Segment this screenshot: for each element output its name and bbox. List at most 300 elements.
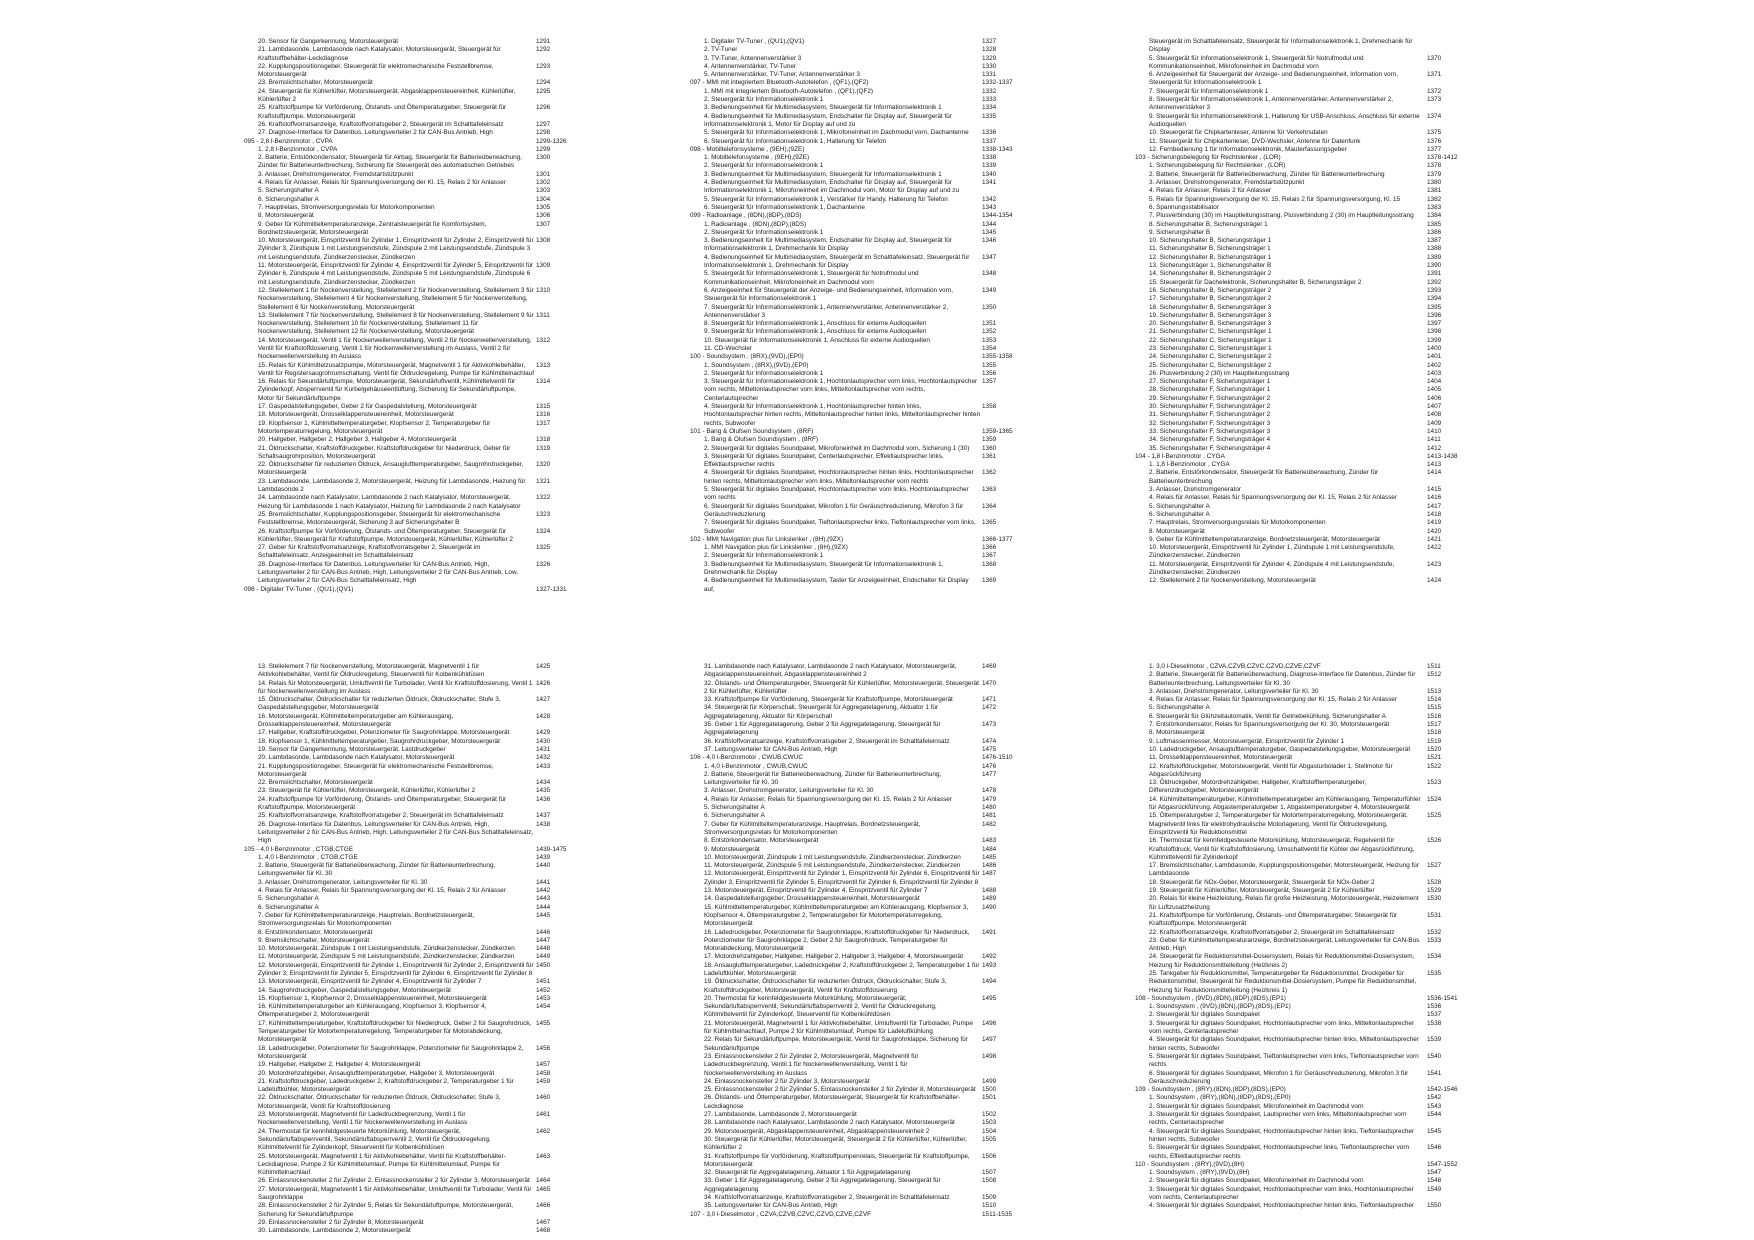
toc-entry-title: 17. Bremslichtschalter, Lambdasonde, Kupplungspositionsgeber, Motorsteuergerät, Heizung für Lambdasonde <box>1149 862 1419 878</box>
toc-entry-title: 4. Relais für Anlasser, Relais für Spannungsversorgung der Kl. 15, Relais 2 für Anlasser <box>704 795 952 803</box>
toc-entry-title: 28. Lambdasonde nach Katalysator, Lambdasonde 2 nach Katalysator, Motorsteuergerät <box>704 1119 955 1127</box>
toc-entry-title: 31. Kraftstoffpumpe für Vorförderung, Kraftstoffpumpenrelais, Steuergerät für Kraftstoffpumpe, Motorsteuergerät <box>704 1152 970 1168</box>
toc-entry-page: 1466 <box>536 1202 551 1210</box>
toc-entry <box>258 494 580 511</box>
toc-entry-page: 1359 <box>982 436 997 444</box>
toc-entry-title: 8. Steuergerät für Informationselektronik 1, Anschluss für externe Audioquellen <box>704 320 927 328</box>
toc-entry-title: 1. Bang & Olufsen Soundsystem , (8RF) <box>704 436 819 444</box>
toc-entry <box>704 1136 1026 1153</box>
toc-entry-page: 1504 <box>982 1127 997 1135</box>
toc-entry-page: 1293 <box>536 62 551 70</box>
toc-entry-title: 29. Einlassnockensteller 2 für Zylinder 8, Motorsteuergerät <box>258 1218 424 1226</box>
toc-entry-page: 1325 <box>536 544 551 552</box>
toc-entry-page: 1467 <box>536 1218 551 1226</box>
toc-entry-page: 1366 <box>982 544 997 552</box>
toc-entry <box>704 304 1026 321</box>
toc-entry <box>704 862 1026 870</box>
toc-entry <box>1149 577 1471 585</box>
toc-entry <box>1149 295 1471 303</box>
toc-entry-page: 1437 <box>536 812 551 820</box>
toc-entry-page: 1318 <box>536 436 551 444</box>
toc-entry <box>704 763 1026 771</box>
toc-entry-title: 3. Steuergerät für digitales Soundpaket, Hochtonlautsprecher vorn links, Mitteltonlautsprecher vorn rechts, Centerlautsprecher <box>1149 1019 1415 1036</box>
toc-entry-title: 22. Kraftstoffvorratsanzeige, Kraftstoffvorratsgeber 2, Steuergerät im Schalttafeleinsatz <box>1149 928 1395 936</box>
toc-entry <box>1149 129 1471 137</box>
toc-entry <box>1149 362 1471 370</box>
toc-entry-title: 11. Steuergerät für Chipkartenleser, DVD-Wechsler, Antenne für Datenfunk <box>1149 137 1361 145</box>
toc-entry <box>1149 528 1471 536</box>
toc-entry <box>1149 337 1471 345</box>
toc-entry-title: 2. Batterie, Steuergerät für Batterieüberwachung, Diagnose-Interface für Datenbus, Zünder für Batterieunterbrechung, Leitungsverteiler für Kl. 30 <box>1149 671 1416 687</box>
toc-entry-title: 4. Steuergerät für digitales Soundpaket, Hochtonlautsprecher hinten links, Hochtonlautsprecher hinten rechts, Mitteltonlautsprecher vorn links, Mitteltonlautsprecher vorn rechts <box>704 469 974 485</box>
toc-entry <box>258 561 580 586</box>
toc-entry <box>704 1094 1026 1111</box>
toc-entry <box>1149 536 1471 544</box>
toc-entry <box>258 154 580 171</box>
toc-entry-page: 1473 <box>982 721 997 729</box>
toc-entry-title: 22. Relais für Sekundärluftpumpe, Motorsteuergerät, Ventil für Saugrohrklappe, Sicherung für Sekundärluftpumpe <box>704 1036 968 1052</box>
toc-entry <box>704 362 1026 370</box>
toc-entry-page: 1484 <box>982 845 997 853</box>
toc-entry-page: 1514 <box>1427 696 1442 704</box>
toc-entry-title: 11. Drosselklappensteuereinheit, Motorsteuergerät <box>1149 754 1293 762</box>
toc-entry-title: 11. Motorsteuergerät, Einspritzventil für Zylinder 4, Einspritzventil für Zylinder 5, Einspritzventil für Zylinder 6, Zündspule 4 mit Leistungsendstufe, Zündspule 5 mit Leistungsendstufe, Zündspule 6 mit Leistungsendstufe, Zündkerzenstecker, Zündkerzen <box>258 262 534 286</box>
toc-entry-title: 12. Motorsteuergerät, Einspritzventil für Zylinder 1, Einspritzventil für Zylinder 2, Einspritzventil für Zylinder 3, Einspritzventil für Zylinder 5, Einspritzventil für Zylinder 6, Einspritzventil für Zylinder 8 <box>258 961 534 977</box>
toc-entry <box>1149 403 1471 411</box>
toc-entry-title: 22. Bremslichtschalter, Motorsteuergerät <box>258 779 373 787</box>
toc-entry-title: 5. Steuergerät für digitales Soundpaket, Hochtonlautsprecher vorn links, Hochtonlautsprecher vorn rechts <box>704 486 969 502</box>
toc-entry-title: 33. Sicherungshalter F, Sicherungsträger 3 <box>1149 427 1271 435</box>
toc-entry <box>1149 929 1471 937</box>
toc-entry-page: 1428 <box>536 712 551 720</box>
toc-entry-page: 1396 <box>1427 311 1442 319</box>
toc-entry-page: 1409 <box>1427 419 1442 427</box>
toc-entry <box>704 696 1026 704</box>
toc-entry <box>1149 1053 1471 1070</box>
toc-entry-title: 12. Kraftstoffdruckgeber, Motorsteuergerät, Ventil für Abgasturbolader 1, Stellmotor für Abgasrückführung <box>1149 762 1393 778</box>
toc-entry <box>258 787 580 795</box>
toc-entry-page: 1344 <box>982 220 997 228</box>
toc-entry-title: 5. Sicherungshalter A <box>258 895 319 903</box>
toc-entry <box>1149 461 1471 469</box>
toc-entry <box>1149 729 1471 737</box>
toc-entry-page: 1439 <box>536 853 551 861</box>
toc-entry-page: 1524 <box>1427 795 1442 803</box>
toc-entry-page: 1338-1343 <box>982 145 1013 153</box>
toc-entry-page: 1306 <box>536 212 551 220</box>
toc-entry <box>1149 96 1471 113</box>
toc-entry <box>704 55 1026 63</box>
toc-entry-page: 1346 <box>982 237 997 245</box>
toc-entry-page: 1536 <box>1427 1003 1442 1011</box>
toc-entry-title: 25. Motorsteuergerät, Magnetventil 1 für Aktivkohlebehälter, Ventil für Kraftstoffbehälter-Leckdiagnose, Pumpe 2 für Kühlmittelumlauf, Pumpe für Kühlmittelumlauf, Pumpe für Kühlmittelnachlauf <box>258 1152 506 1177</box>
toc-entry-title: 32. Steuergerät für Aggregatelagerung, Aktuator 1 für Aggregatelagerung <box>704 1169 911 1177</box>
toc-entry-title: 27. Diagnose-Interface für Datenbus, Leitungsverteiler 2 für CAN-Bus Antrieb, High <box>258 129 493 137</box>
toc-entry-page: 1397 <box>1427 320 1442 328</box>
toc-entry <box>1149 204 1471 212</box>
toc-entry <box>1149 304 1471 312</box>
toc-entry-title: 2. Steuergerät für Informationselektronik 1 <box>704 228 824 236</box>
toc-entry-title: 19. Sensor für Gangerkennung, Motorsteuergerät, Lastdruckgeber <box>258 745 446 753</box>
toc-entry <box>704 345 1026 353</box>
toc-entry-title: 17. Hallgeber, Kraftstoffdruckgeber, Potenziometer für Saugrohrklappe, Motorsteuergerät <box>258 729 510 737</box>
toc-entry-title: 22. Kupplungspositionsgeber, Steuergerät für elektromechanische Feststellbremse, Motorsteuergerät <box>258 62 494 79</box>
toc-entry-title: 6. Steuergerät für Glühzeitautomatik, Ventil für Getriebekühlung, Sicherungshalter A <box>1149 712 1386 720</box>
toc-entry <box>258 862 580 879</box>
toc-entry-title: 28. Einlassnockensteller 2 für Zylinder 5, Relais für Sekundärluftpumpe, Motorsteuergerät, Sicherung für Sekundärluftpumpe <box>258 1202 514 1218</box>
toc-section-heading <box>1135 452 1471 461</box>
toc-entry-page: 1418 <box>1427 510 1442 518</box>
toc-entry-title: 4. Bedienungseinheit für Multimediasystem, Steuergerät im Schalttafeleinsatz, Steuergerät für Informationselektronik 1, Drehmechanik für Display <box>704 253 970 270</box>
toc-entry-title: 21. Sicherungshalter C, Sicherungsträger 1 <box>1149 328 1272 336</box>
toc-entry-page: 1310 <box>536 286 551 294</box>
toc-entry-title: 21. Lambdasonde, Lambdasonde nach Katalysator, Motorsteuergerät, Steuergerät für Kraftstoffbehälter-Leckdiagnose <box>258 46 501 62</box>
toc-entry-page: 1425 <box>536 663 551 670</box>
toc-entry-title: 1. Digitaler TV-Tuner , (QU1),(QV1) <box>704 38 805 45</box>
toc-entry <box>1149 270 1471 278</box>
toc-entry-page: 1501 <box>982 1094 997 1102</box>
toc-entry-title: 23. Einlassnockensteller 2 für Zylinder 2, Motorsteuergerät, Magnetventil für Ladedruckbegrenzung, Ventil 1 für Nockenwellenverstellung, Ventil 1 für Nockenwellenverstellung im Auslass <box>704 1052 919 1077</box>
toc-entry-page: 1527 <box>1427 862 1442 870</box>
toc-entry-page: 1465 <box>536 1185 551 1193</box>
toc-entry <box>704 179 1026 196</box>
toc-entry-title: 24. Steuergerät für Reduktionsmittel-Dosiersystem, Relais für Reduktionsmittel-Dosiersystem, Heizung für Reduktionsmittelleitung (Heizkreis 2) <box>1149 953 1415 969</box>
toc-entry-title: 9. Sicherungshalter B <box>1149 228 1211 236</box>
toc-entry-title: 35. Geber 1 für Aggregatelagerung, Geber 2 für Aggregatelagerung, Steuergerät für Aggregatelagerung <box>704 721 941 737</box>
toc-entry <box>704 1202 1026 1210</box>
toc-entry <box>1149 55 1471 72</box>
toc-entry-title: 13. Stellelement 7 für Nockenverstellung, Stellelement 8 für Nockenverstellung, Stellelement 9 für Nockenverstellung, Stellelement 10 für Nockenverstellung, Stellelement 11 für Nockenverstellung, Stellelement 12 für Nockenverstellung, Motorsteuergerät <box>258 311 534 336</box>
toc-entry <box>1149 262 1471 270</box>
toc-panel-top-middle <box>690 38 1026 594</box>
toc-entry-title: 13. Sicherungsträger 1, Sicherungshalter B <box>1149 262 1272 270</box>
toc-entry <box>1149 146 1471 154</box>
toc-entry-page: 1415 <box>1427 486 1442 494</box>
toc-entry-title: 110 - Soundsystem , (8RY),(9VD),(8H) <box>1135 1160 1245 1168</box>
toc-entry-page: 1378 <box>1427 162 1442 170</box>
toc-entry-page: 1312 <box>536 336 551 344</box>
toc-entry-page: 1492 <box>982 953 997 961</box>
toc-entry-page: 1416 <box>1427 494 1442 502</box>
toc-entry-title: 16. Ladedruckgeber, Potenziometer für Saugrohrklappe, Kraftstoffdruckgeber für Niederdruck, Potenziometer für Saugrohrklappe 2, Geber 2 für Saugrohrdruck, Temperaturgeber für Motorabdeckung, Motorsteuergerät <box>704 928 970 953</box>
toc-entry-page: 1301 <box>536 170 551 178</box>
toc-entry-page: 1545 <box>1427 1127 1442 1135</box>
toc-entry <box>258 544 580 561</box>
toc-entry-title: 6. Anzeigeeinheit für Steuergerät der Anzeige- und Bedienungseinheit, Information vorn, Steuergerät für Informationselektronik 1 <box>704 286 954 303</box>
toc-entry-title: 10. Motorsteuergerät, Einspritzventil für Zylinder 1, Zündspule 1 mit Leistungsendstufe, Zündkerzenstecker, Zündkerzen <box>1149 544 1395 560</box>
toc-entry-page: 1449 <box>536 953 551 961</box>
toc-entry-title: 12. Fernbedienung 1 für Informationselektronik, Mauterfassungsgeber <box>1149 145 1347 153</box>
toc-entry-title: 3. Anlasser, Drehstromgenerator, Fremdstartstützpunkt <box>258 170 414 178</box>
toc-entry-page: 1458 <box>536 1069 551 1077</box>
toc-entry <box>704 113 1026 130</box>
toc-entry-page: 1343 <box>982 203 997 211</box>
toc-entry-page: 1432 <box>536 754 551 762</box>
toc-entry-page: 1400 <box>1427 344 1442 352</box>
toc-entry <box>704 812 1026 820</box>
toc-entry-title: 5. Relais für Spannungsversorgung der Kl. 15, Relais 2 für Spannungsversorgung, Kl. 15 <box>1149 195 1401 203</box>
toc-entry <box>704 337 1026 345</box>
toc-entry-title: 21. Kraftstoffdruckgeber, Ladedruckgeber 2, Kraftstoffdruckgeber 2, Temperaturgeber 1 für Ladeluftkühler, Motorsteuergerät <box>258 1077 514 1094</box>
toc-entry-title: 9. Steuergerät für Informationselektronik 1, Halterung für USB-Anschluss, Anschluss für externe Audioquellen <box>1149 112 1420 128</box>
toc-entry-title: 1. MMI mit integriertem Bluetooth-Autotelefon , (QF1),(QF2) <box>704 87 874 95</box>
toc-entry <box>1149 721 1471 729</box>
toc-entry <box>258 929 580 937</box>
toc-entry-page: 1420 <box>1427 527 1442 535</box>
toc-entry-page: 1470 <box>982 679 997 687</box>
toc-entry-title: 27. Motorsteuergerät, Magnetventil 1 für Aktivkohlebehälter, Umluftventil für Turbolader, Ventil für Saugrohrklappe <box>258 1185 532 1201</box>
toc-section-heading <box>690 353 1026 361</box>
toc-entry-page: 1392 <box>1427 278 1442 286</box>
toc-entry-page: 1547 <box>1427 1169 1442 1177</box>
toc-entry-title: 4. Relais für Anlasser, Relais 2 für Anlasser <box>1149 187 1272 195</box>
toc-entry-page: 1361 <box>982 452 997 460</box>
toc-entry-page: 1331 <box>982 71 997 79</box>
toc-entry <box>704 738 1026 746</box>
toc-entry-page: 1313 <box>536 361 551 369</box>
toc-entry-title: 10. Steuergerät für Informationselektronik 1, Anschluss für externe Audioquellen <box>704 336 930 344</box>
toc-entry <box>704 162 1026 170</box>
toc-entry-page: 1441 <box>536 878 551 886</box>
toc-entry-title: 102 - MMI Navigation plus für Linkslenker , (8H),(9ZX) <box>690 535 844 543</box>
toc-entry-title: 35. Leitungsverteiler für CAN-Bus Antrieb, High <box>704 1202 838 1210</box>
toc-entry-title: 31. Lambdasonde nach Katalysator, Lambdasonde 2 nach Katalysator, Motorsteuergerät, Abgasklappensteuereinheit, Abgasklappensteuereinheit 2 <box>704 663 957 679</box>
toc-entry <box>258 1186 580 1203</box>
toc-entry-title: 4. Relais für Anlasser, Relais für Spannungsversorgung der Kl. 15, Relais 2 für Anlasser <box>258 887 506 895</box>
toc-entry-page: 1485 <box>982 853 997 861</box>
toc-entry-title: 5. Sicherungshalter A <box>258 187 319 195</box>
toc-entry-title: 099 - Radioanlage , (8DN),(8DP),(8DS) <box>690 212 802 220</box>
toc-entry <box>258 1227 580 1235</box>
toc-section-heading <box>690 212 1026 220</box>
toc-entry-title: 4. Steuergerät für digitales Soundpaket, Hochtonlautsprecher hinten links, Mitteltonlautsprecher hinten rechts, Subwoofer <box>1149 1036 1419 1052</box>
toc-entry-title: 8. Entstörkondensator, Motorsteuergerät <box>258 928 373 936</box>
toc-entry-title: 6. Steuergerät für digitales Soundpaket, Mikrofon 1 für Geräuschreduzierung, Mikrofon 3 für Geräuschreduzierung <box>704 502 964 518</box>
toc-entry-title: 23. Sicherungshalter C, Sicherungsträger 1 <box>1149 344 1272 352</box>
toc-entry <box>1149 428 1471 436</box>
toc-entry-page: 1424 <box>1427 577 1442 585</box>
toc-entry-title: 3. Bedienungseinheit für Multimediasystem, Steuergerät für Informationselektronik 1, Drehmechanik für Display <box>704 560 944 576</box>
toc-entry <box>258 1061 580 1069</box>
toc-entry-title: 15. Öltemperaturgeber 2, Temperaturgeber für Motortemperaturregelung, Motorsteuergerät, Magnetventil links für elektrohydraulische Motorlagerung, Ventil für Öldruckregelung, Einspritzventil für Reduktionsmittel <box>1149 812 1408 836</box>
toc-entry-title: 6. Steuergerät für digitales Soundpaket, Mikrofon 1 für Geräuschreduzierung, Mikrofon 3 für Geräuschreduzierung <box>1149 1069 1409 1085</box>
toc-entry-title: 6. Anzeigeeinheit für Steuergerät der Anzeige- und Bedienungseinheit, Information vorn, Steuergerät für Informationselektronik 1 <box>1149 71 1399 87</box>
toc-entry-page: 1408 <box>1427 411 1442 419</box>
toc-entry-title: 30. Sicherungshalter F, Sicherungsträger 2 <box>1149 403 1271 411</box>
toc-entry-title: 9. Geber für Kühlmitteltemperaturanzeige, Zentralsteuergerät für Komfortsystem, Bordnetzsteuergerät, Motorsteuergerät <box>258 220 487 236</box>
toc-entry-title: 4. Steuergerät für Informationselektronik 1, Hochtonlautsprecher hinten links, Hochtonlautsprecher hinten rechts, Mitteltonlautsprecher hinten links, Mitteltonlautsprecher hinten rechts, Subwoofer <box>704 403 981 427</box>
toc-entry <box>704 287 1026 304</box>
toc-entry-page: 1509 <box>982 1194 997 1201</box>
toc-entry-page: 1398 <box>1427 328 1442 336</box>
toc-entry-title: 100 - Soundsystem , (8RX),(9VD),(EP0) <box>690 353 804 361</box>
toc-entry <box>258 1045 580 1062</box>
toc-entry-title: 5. Sicherungshalter A <box>1149 502 1210 510</box>
toc-entry <box>704 1177 1026 1194</box>
toc-entry <box>258 729 580 737</box>
toc-entry-title: 4. Relais für Anlasser, Relais für Spannungsversorgung der Kl. 15, Relais 2 für Anlasser <box>1149 696 1397 704</box>
toc-entry <box>1149 445 1471 453</box>
toc-entry <box>1149 503 1471 511</box>
toc-entry-page: 1439-1475 <box>536 845 567 853</box>
toc-entry-page: 1385 <box>1427 220 1442 228</box>
toc-entry-title: 28. Diagnose-Interface für Datenbus, Leitungsverteiler für CAN-Bus Antrieb, High, Leitungsverteiler 2 für CAN-Bus Antrieb, High, Leitungsverteiler 2 für CAN-Bus Antrieb, Low, Leitungsverteiler 2 für CAN-Bus Schalttafeleinsatz, High <box>258 560 519 585</box>
toc-entry-title: 9. Luftmassenmesser, Motorsteuergerät, Einspritzventil für Zylinder 1 <box>1149 737 1344 745</box>
toc-entry-page: 1337 <box>982 137 997 145</box>
toc-entry-page: 1486 <box>982 862 997 870</box>
toc-section-heading <box>1135 1160 1471 1169</box>
toc-entry-title: 14. Relais für Motorsteuergerät, Umluftventil für Turbolader, Ventil für Kraftstoffdosierung, Ventil 1 für Nockenwellenverstellung im Auslass <box>258 679 533 695</box>
toc-entry-title: 11. Motorsteuergerät, Zündspule 5 mit Leistungsendstufe, Zündkerzenstecker, Zündkerzen <box>258 953 515 961</box>
toc-entry <box>258 754 580 762</box>
toc-entry <box>1149 162 1471 170</box>
toc-entry <box>258 887 580 895</box>
toc-entry-page: 1536-1541 <box>1427 994 1458 1002</box>
toc-entry <box>704 469 1026 486</box>
toc-entry-page: 1401 <box>1427 353 1442 361</box>
toc-entry-page: 1370 <box>1427 54 1442 62</box>
toc-section-heading <box>690 145 1026 154</box>
toc-entry-page: 1355 <box>982 361 997 369</box>
toc-entry <box>1149 320 1471 328</box>
toc-entry-page: 1412 <box>1427 444 1442 452</box>
toc-entry-page: 1538 <box>1427 1019 1442 1027</box>
toc-entry-title: 097 - MMI mit integriertem Bluetooth-Autotelefon , (QF1),(QF2) <box>690 79 869 87</box>
toc-entry-title: 20. Sensor für Gangerkennung, Motorsteuergerät <box>258 38 398 45</box>
toc-entry-page: 1522 <box>1427 762 1442 770</box>
toc-entry <box>704 721 1026 738</box>
toc-entry-page: 1534 <box>1427 953 1442 961</box>
toc-entry <box>704 403 1026 428</box>
toc-entry-page: 1530 <box>1427 895 1442 903</box>
toc-entry <box>704 196 1026 204</box>
toc-entry-page: 1513 <box>1427 687 1442 695</box>
toc-entry-page: 1454 <box>536 1003 551 1011</box>
toc-entry-page: 1393 <box>1427 286 1442 294</box>
toc-entry-page: 1446 <box>536 928 551 936</box>
toc-entry-title: 24. Thermostat für kennfeldgesteuerte Motorkühlung, Motorsteuergerät, Sekundärluftabsperrventil, Sekundärluftabsperrventil 2, Ventil für Öldruckregelung, Kühlmittelventil für Zylinderkopf, Steuerventil für Kolbenkühldüsen <box>258 1127 491 1152</box>
toc-entry <box>258 978 580 986</box>
toc-entry-title: 36. Kraftstoffvorratsanzeige, Kraftstoffvorratsgeber 2, Steuergerät im Schalttafeleinsatz <box>704 737 950 745</box>
toc-entry <box>1149 837 1471 862</box>
toc-entry-page: 1371 <box>1427 71 1442 79</box>
toc-entry-page: 1472 <box>982 704 997 712</box>
toc-entry-page: 1438 <box>536 820 551 828</box>
toc-entry-page: 1478 <box>982 787 997 795</box>
toc-entry <box>258 237 580 262</box>
toc-entry-title: 25. Tankgeber für Reduktionsmittel, Temperaturgeber für Reduktionsmittel, Druckgeber für Reduktionsmittel, Steuergerät für Reduktionsmittel-Dosiersystem, Pumpe für Reduktionsmittel, Heizung für Reduktionsmittelleitung (Heizkreis 1) <box>1149 969 1417 994</box>
toc-entry-page: 1327-1331 <box>536 585 567 593</box>
toc-entry <box>1149 688 1471 696</box>
toc-entry-title: 18. Sicherungshalter B, Sicherungsträger 3 <box>1149 303 1272 311</box>
toc-entry-page: 1330 <box>982 62 997 70</box>
toc-entry <box>258 121 580 129</box>
toc-entry-title: 25. Einlassnockensteller 2 für Zylinder 5, Einlassnockensteller 2 für Zylinder 8, Motorsteuergerät <box>704 1086 976 1094</box>
toc-entry <box>1149 887 1471 895</box>
toc-entry-page: 1511-1535 <box>982 1210 1013 1218</box>
toc-entry-title: 9. Bremslichtschalter, Motorsteuergerät <box>258 936 370 944</box>
toc-entry-page: 1436 <box>536 795 551 803</box>
toc-entry-page: 1326 <box>536 560 551 568</box>
toc-entry-page: 1490 <box>982 903 997 911</box>
toc-entry-title: 6. Steuergerät für Informationselektronik 1, Dachantenne <box>704 203 865 211</box>
toc-entry <box>1149 187 1471 195</box>
toc-section-heading <box>690 1210 1026 1219</box>
toc-entry-page: 1338 <box>982 154 997 162</box>
toc-entry-page: 1364 <box>982 502 997 510</box>
toc-entry <box>704 104 1026 112</box>
toc-entry <box>258 528 580 545</box>
toc-entry-title: 30. Steuergerät für Kühlerlüfter, Motorsteuergerät, Steuergerät 2 für Kühlerlüfter, Kühlerlüfter, Kühlerlüfter 2 <box>704 1135 967 1152</box>
toc-entry-page: 1335 <box>982 112 997 120</box>
toc-section-heading <box>1135 994 1471 1003</box>
toc-entry-page: 1300 <box>536 154 551 162</box>
toc-entry-title: 1. Radioanlage , (8DN),(8DP),(8DS) <box>704 220 807 228</box>
toc-entry <box>704 552 1026 560</box>
toc-entry-page: 1443 <box>536 895 551 903</box>
toc-entry-page: 1464 <box>536 1177 551 1185</box>
toc-entry <box>258 146 580 154</box>
toc-entry-title: 20. Hallgeber, Hallgeber 2, Hallgeber 3, Hallgeber 4, Motorsteuergerät <box>258 436 457 444</box>
toc-entry-title: 109 - Soundsystem , (8RY),(8DN),(8DP),(8DS),(EP0) <box>1135 1086 1286 1094</box>
toc-entry-page: 1322 <box>536 494 551 502</box>
toc-entry-page: 1315 <box>536 403 551 411</box>
toc-entry <box>1149 1036 1471 1053</box>
toc-entry-page: 1468 <box>536 1227 551 1235</box>
toc-entry-page: 1304 <box>536 195 551 203</box>
toc-entry <box>704 46 1026 54</box>
toc-entry <box>258 738 580 746</box>
toc-entry <box>704 270 1026 287</box>
toc-entry-page: 1372 <box>1427 87 1442 95</box>
toc-entry-page: 1381 <box>1427 187 1442 195</box>
toc-entry <box>258 1111 580 1128</box>
toc-entry <box>704 704 1026 721</box>
toc-entry-page: 1471 <box>982 696 997 704</box>
toc-entry-title: 18. Klopfsensor 1, Kühlmitteltemperaturgeber, Saugrohrdruckgeber, Motorsteuergerät <box>258 737 500 745</box>
toc-entry-title: 3. Bedienungseinheit für Multimediasystem, Steuergerät für Informationselektronik 1 <box>704 170 942 178</box>
toc-entry-page: 1489 <box>982 895 997 903</box>
toc-entry-title: 10. Motorsteuergerät, Zündspule 1 mit Leistungsendstufe, Zündkerzenstecker, Zündkerzen <box>258 945 515 953</box>
toc-entry-page: 1550 <box>1427 1202 1442 1210</box>
toc-entry-page: 1388 <box>1427 245 1442 253</box>
toc-entry-page: 1384 <box>1427 212 1442 220</box>
toc-entry-title: 3. Anlasser, Drehstromgenerator, Leitungsverteiler für Kl. 30 <box>1149 687 1319 695</box>
toc-entry-page: 1461 <box>536 1111 551 1119</box>
toc-section-heading <box>690 427 1026 436</box>
toc-section-heading <box>244 137 580 146</box>
toc-entry-page: 1374 <box>1427 112 1442 120</box>
toc-entry <box>704 154 1026 162</box>
toc-entry-page: 1431 <box>536 745 551 753</box>
toc-entry <box>258 187 580 195</box>
toc-entry-page: 1479 <box>982 795 997 803</box>
toc-entry-page: 1340 <box>982 170 997 178</box>
toc-entry-page: 1339 <box>982 162 997 170</box>
toc-entry-page: 1548 <box>1427 1177 1442 1185</box>
toc-entry <box>704 1169 1026 1177</box>
toc-entry <box>1149 71 1471 88</box>
toc-entry-page: 1498 <box>982 1052 997 1060</box>
toc-entry <box>704 519 1026 536</box>
toc-entry-title: 35. Sicherungshalter F, Sicherungsträger 4 <box>1149 444 1271 452</box>
toc-entry-title: 3. Steuergerät für digitales Soundpaket, Centerlautsprecher, Effektlautsprecher links, Effektlautsprecher rechts <box>704 452 944 469</box>
toc-entry-page: 1543 <box>1427 1102 1442 1110</box>
toc-entry <box>258 696 580 713</box>
toc-entry-page: 1305 <box>536 203 551 211</box>
toc-entry <box>258 221 580 238</box>
toc-entry-title: 6. Spannungsstabilisator <box>1149 203 1219 211</box>
